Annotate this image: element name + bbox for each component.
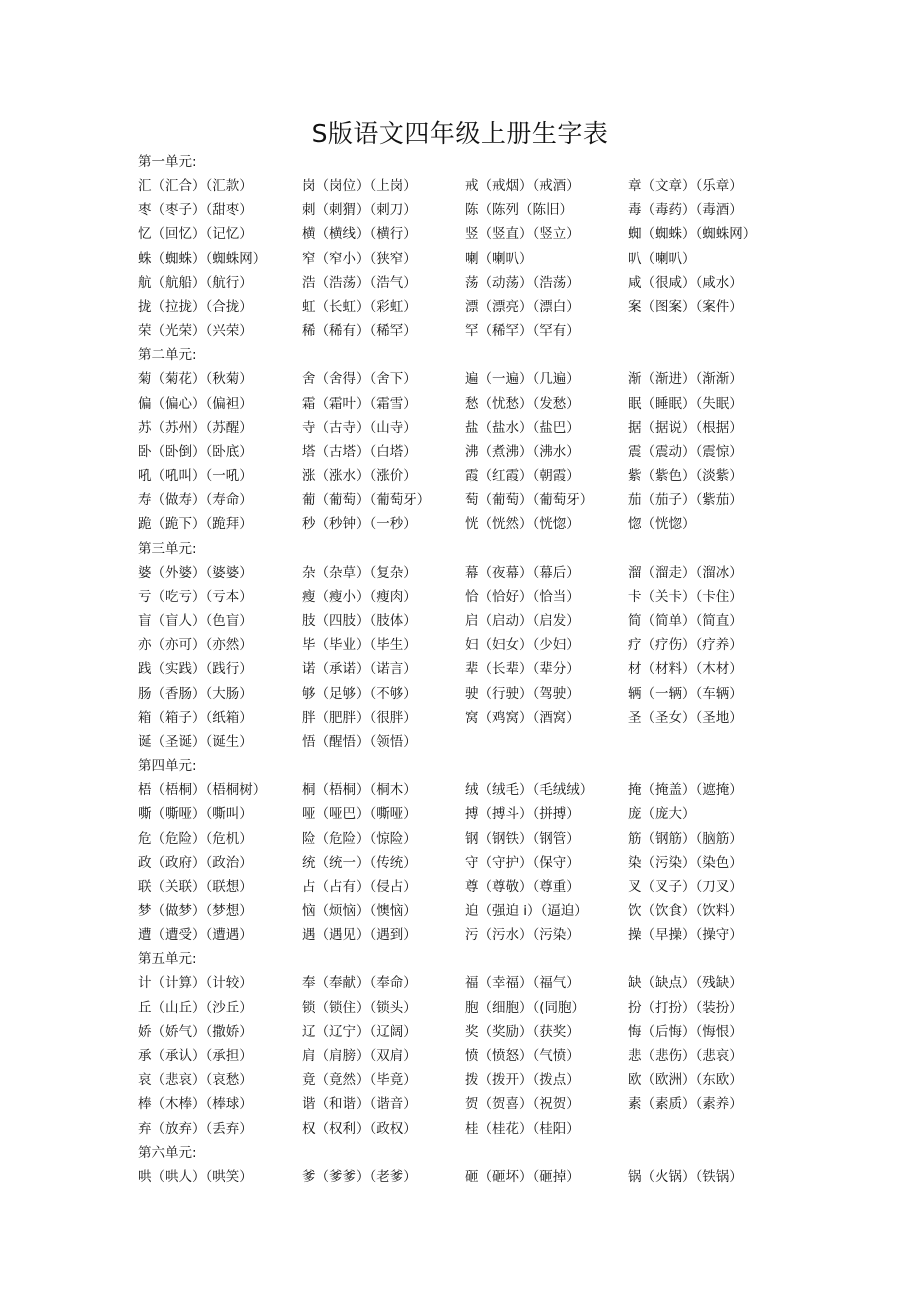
unit-heading: 第五单元: bbox=[138, 951, 197, 968]
character-entry: 忆（回忆）（记忆） bbox=[138, 226, 253, 243]
character-entry: 扮（打扮）（装扮） bbox=[628, 999, 743, 1016]
character-entry: 拢（拉拢）（合拢） bbox=[138, 298, 253, 315]
character-entry: 辆（一辆）（车辆） bbox=[628, 685, 743, 702]
character-entry: 戒（戒烟）（戒酒） bbox=[465, 178, 580, 194]
character-row bbox=[138, 464, 778, 488]
character-entry: 诺（承诺）（诺言） bbox=[302, 661, 417, 678]
character-entry: 疗（疗伤）（疗养） bbox=[628, 637, 743, 654]
character-entry: 肢（四肢）（肢体） bbox=[302, 613, 417, 629]
character-entry: 胖（肥胖）（很胖） bbox=[302, 709, 417, 726]
character-entry: 贺（贺喜）（祝贺） bbox=[465, 1096, 580, 1113]
character-entry: 霜（霜叶）（霜雪） bbox=[302, 395, 417, 412]
character-entry: 嘶（嘶哑）（嘶叫） bbox=[138, 806, 253, 823]
character-entry: 沸（煮沸）（沸水） bbox=[465, 443, 580, 460]
character-row bbox=[138, 851, 778, 875]
character-entry: 卧（卧倒）（卧底） bbox=[138, 443, 253, 460]
unit-heading: 第六单元: bbox=[138, 1144, 197, 1161]
character-entry: 棒（木棒）（棒球） bbox=[138, 1096, 253, 1113]
character-entry: 简（简单）（简直） bbox=[628, 613, 743, 629]
character-entry: 汇（汇合）（汇款） bbox=[138, 178, 253, 194]
character-row bbox=[138, 1165, 778, 1189]
character-row bbox=[138, 1068, 778, 1092]
character-entry: 遭（遭受）（遭遇） bbox=[138, 927, 253, 944]
character-entry: 掩（掩盖）（遮掩） bbox=[628, 782, 743, 799]
character-entry: 岗（岗位）（上岗） bbox=[302, 178, 417, 194]
character-entry: 丘（山丘）（沙丘） bbox=[138, 999, 253, 1016]
character-entry: 箱（箱子）（纸箱） bbox=[138, 709, 253, 726]
character-entry: 诞（圣诞）（诞生） bbox=[138, 733, 253, 750]
character-entry: 亏（吃亏）（亏本） bbox=[138, 588, 253, 605]
character-entry: 欧（欧洲）（东欧） bbox=[628, 1072, 743, 1089]
character-entry: 哄（哄人）（哄笑） bbox=[138, 1168, 253, 1185]
character-entry: 咸（很咸）（咸水） bbox=[628, 274, 743, 291]
character-entry: 卡（关卡）（卡住） bbox=[628, 588, 743, 605]
character-entry: 盲（盲人）（色盲） bbox=[138, 613, 253, 629]
character-entry: 梧（梧桐）（梧桐树） bbox=[138, 782, 267, 799]
character-entry: 承（承认）（承担） bbox=[138, 1048, 253, 1064]
character-entry: 吼（吼叫）（一吼） bbox=[138, 468, 253, 485]
character-row bbox=[138, 730, 778, 754]
character-entry: 喇（喇叭） bbox=[465, 250, 533, 267]
character-entry: 污（污水）（污染） bbox=[465, 927, 580, 944]
character-entry: 奖（奖励）（获奖） bbox=[465, 1023, 580, 1040]
character-entry: 稀（稀有）（稀罕） bbox=[302, 323, 417, 340]
character-row bbox=[138, 657, 778, 681]
character-entry: 锁（锁住）（锁头） bbox=[302, 999, 417, 1016]
character-entry: 毕（毕业）（毕生） bbox=[302, 637, 417, 654]
character-entry: 福（幸福）（福气） bbox=[465, 975, 580, 992]
character-entry: 竟（竟然）（毕竟） bbox=[302, 1072, 417, 1089]
character-entry: 锅（火锅）（铁锅） bbox=[628, 1168, 743, 1185]
character-entry: 刺（刺猬）（刺刀） bbox=[302, 202, 417, 219]
character-entry: 窄（窄小）（狭窄） bbox=[302, 250, 417, 267]
character-row bbox=[138, 609, 778, 633]
character-entry: 罕（稀罕）（罕有） bbox=[465, 323, 580, 340]
character-entry: 葡（葡萄）（葡萄牙） bbox=[302, 492, 431, 509]
character-entry: 苏（苏州）（苏醒） bbox=[138, 419, 253, 436]
character-entry: 塔（古塔）（白塔） bbox=[302, 443, 417, 460]
character-row bbox=[138, 682, 778, 706]
unit-section bbox=[138, 537, 778, 755]
character-entry: 染（污染）（染色） bbox=[628, 854, 743, 871]
character-entry: 迫（强迫 i）（逼迫） bbox=[465, 903, 588, 920]
character-entry: 辽（辽宁）（辽阔） bbox=[302, 1023, 417, 1040]
character-row bbox=[138, 1117, 778, 1141]
character-entry: 霞（红霞）（朝霞） bbox=[465, 468, 580, 485]
character-entry: 肠（香肠）（大肠） bbox=[138, 685, 253, 702]
character-row bbox=[138, 971, 778, 995]
character-entry: 胞（细胞）（(同胞） bbox=[465, 999, 586, 1016]
character-entry: 危（危险）（危机） bbox=[138, 830, 253, 847]
character-entry: 材（材料）（木材） bbox=[628, 661, 743, 678]
character-entry: 菊（菊花）（秋菊） bbox=[138, 371, 253, 388]
character-entry: 钢（钢铁）（钢管） bbox=[465, 830, 580, 847]
character-row bbox=[138, 512, 778, 536]
character-entry: 哑（哑巴）（嘶哑） bbox=[302, 806, 417, 823]
character-entry: 遇（遇见）（遇到） bbox=[302, 927, 417, 944]
unit-heading: 第一单元: bbox=[138, 154, 197, 170]
character-entry: 惚（恍惚） bbox=[628, 516, 696, 533]
character-row bbox=[138, 1044, 778, 1068]
character-entry: 渐（渐进）（渐渐） bbox=[628, 371, 743, 388]
character-entry: 哀（悲哀）（哀愁） bbox=[138, 1072, 253, 1089]
character-entry: 荡（动荡）（浩荡） bbox=[465, 274, 580, 291]
character-entry: 紫（紫色）（淡紫） bbox=[628, 468, 743, 485]
character-row bbox=[138, 996, 778, 1020]
unit-section bbox=[138, 343, 778, 536]
character-row bbox=[138, 827, 778, 851]
character-entry: 秒（秒钟）（一秒） bbox=[302, 516, 417, 533]
character-entry: 虹（长虹）（彩虹） bbox=[302, 298, 417, 315]
character-entry: 窝（鸡窝）（酒窝） bbox=[465, 709, 580, 726]
character-entry: 悟（醒悟）（领悟） bbox=[302, 733, 417, 750]
character-row bbox=[138, 561, 778, 585]
character-entry: 搏（搏斗）（拼搏） bbox=[465, 806, 580, 823]
character-entry: 盐（盐水）（盐巴） bbox=[465, 419, 580, 436]
unit-section bbox=[138, 1141, 778, 1189]
character-entry: 妇（妇女）（少妇） bbox=[465, 637, 580, 654]
character-entry: 启（启动）（启发） bbox=[465, 613, 580, 629]
character-entry: 奉（奉献）（奉命） bbox=[302, 975, 417, 992]
character-row bbox=[138, 633, 778, 657]
character-entry: 桐（梧桐）（桐木） bbox=[302, 782, 417, 799]
unit-section bbox=[138, 947, 778, 1140]
character-row bbox=[138, 778, 778, 802]
character-entry: 婆（外婆）（婆婆） bbox=[138, 564, 253, 581]
character-row bbox=[138, 1092, 778, 1116]
character-row bbox=[138, 440, 778, 464]
character-entry: 肩（肩膀）（双肩） bbox=[302, 1048, 417, 1064]
character-entry: 叭（喇叭） bbox=[628, 250, 696, 267]
character-entry: 寺（古寺）（山寺） bbox=[302, 419, 417, 436]
character-entry: 遍（一遍）（几遍） bbox=[465, 371, 580, 388]
character-entry: 寿（做寿）（寿命） bbox=[138, 492, 253, 509]
character-entry: 占（占有）（侵占） bbox=[302, 878, 417, 895]
character-entry: 荣（光荣）（兴荣） bbox=[138, 323, 253, 340]
character-entry: 圣（圣女）（圣地） bbox=[628, 709, 743, 726]
character-entry: 陈（陈列（陈旧） bbox=[465, 202, 573, 219]
character-entry: 案（图案）（案件） bbox=[628, 298, 743, 315]
character-row bbox=[138, 1020, 778, 1044]
character-entry: 瘦（瘦小）（瘦肉） bbox=[302, 588, 417, 605]
character-entry: 桂（桂花）（桂阳） bbox=[465, 1120, 580, 1137]
character-entry: 横（横线）（横行） bbox=[302, 226, 417, 243]
character-row bbox=[138, 585, 778, 609]
character-entry: 据（据说）（根据） bbox=[628, 419, 743, 436]
character-entry: 蛛（蜘蛛）（蜘蛛网） bbox=[138, 250, 267, 267]
character-row bbox=[138, 875, 778, 899]
character-row bbox=[138, 174, 778, 198]
character-row bbox=[138, 198, 778, 222]
character-entry: 谐（和谐）（谐音） bbox=[302, 1096, 417, 1113]
character-row bbox=[138, 295, 778, 319]
character-row bbox=[138, 488, 778, 512]
character-entry: 眠（睡眠）（失眠） bbox=[628, 395, 743, 412]
character-table bbox=[138, 150, 778, 1189]
character-entry: 梦（做梦）（梦想） bbox=[138, 903, 253, 920]
character-entry: 爹（爹爹）（老爹） bbox=[302, 1168, 417, 1185]
character-entry: 尊（尊敬）（尊重） bbox=[465, 878, 580, 895]
character-row bbox=[138, 247, 778, 271]
character-entry: 践（实践）（践行） bbox=[138, 661, 253, 678]
character-entry: 守（守护）（保守） bbox=[465, 854, 580, 871]
character-entry: 杂（杂草）（复杂） bbox=[302, 564, 417, 581]
unit-section bbox=[138, 150, 778, 343]
character-entry: 偏（偏心）（偏袒） bbox=[138, 395, 253, 412]
character-row bbox=[138, 222, 778, 246]
unit-heading: 第三单元: bbox=[138, 540, 197, 557]
character-entry: 联（关联）（联想） bbox=[138, 878, 253, 895]
character-entry: 竖（竖直）（竖立） bbox=[465, 226, 580, 243]
character-row bbox=[138, 416, 778, 440]
character-entry: 浩（浩荡）（浩气） bbox=[302, 274, 417, 291]
character-entry: 辈（长辈）（辈分） bbox=[465, 661, 580, 678]
character-entry: 计（计算）（计较） bbox=[138, 975, 253, 992]
character-entry: 驶（行驶）（驾驶） bbox=[465, 685, 580, 702]
character-entry: 恰（恰好）（恰当） bbox=[465, 588, 580, 605]
character-row bbox=[138, 367, 778, 391]
page-title: S版语文四年级上册生字表 bbox=[311, 119, 609, 148]
character-entry: 政（政府）（政治） bbox=[138, 854, 253, 871]
character-entry: 统（统一）（传统） bbox=[302, 854, 417, 871]
character-entry: 娇（娇气）（撒娇） bbox=[138, 1023, 253, 1040]
character-row bbox=[138, 319, 778, 343]
character-entry: 茄（茄子）（紫茄） bbox=[628, 492, 743, 509]
character-entry: 幕（夜幕）（幕后） bbox=[465, 564, 580, 581]
character-entry: 权（权利）（政权） bbox=[302, 1120, 417, 1137]
character-entry: 漂（漂亮）（漂白） bbox=[465, 298, 580, 315]
character-entry: 舍（舍得）（舍下） bbox=[302, 371, 417, 388]
character-entry: 操（早操）（操守） bbox=[628, 927, 743, 944]
character-entry: 缺（缺点）（残缺） bbox=[628, 975, 743, 992]
unit-heading: 第二单元: bbox=[138, 347, 197, 364]
character-entry: 亦（亦可）（亦然） bbox=[138, 637, 253, 654]
character-entry: 愁（忧愁）（发愁） bbox=[465, 395, 580, 412]
character-row bbox=[138, 899, 778, 923]
character-entry: 叉（叉子）（刀叉） bbox=[628, 878, 743, 895]
character-entry: 枣（枣子）（甜枣） bbox=[138, 202, 253, 219]
character-entry: 悲（悲伤）（悲哀） bbox=[628, 1048, 743, 1064]
character-entry: 恼（烦恼）（懊恼） bbox=[302, 903, 417, 920]
character-entry: 愤（愤怒）（气愤） bbox=[465, 1048, 580, 1064]
character-entry: 萄（葡萄）（葡萄牙） bbox=[465, 492, 594, 509]
character-entry: 砸（砸坏）（砸掉） bbox=[465, 1168, 580, 1185]
unit-section bbox=[138, 754, 778, 947]
character-entry: 弃（放弃）（丢弃） bbox=[138, 1120, 253, 1137]
character-row bbox=[138, 923, 778, 947]
character-entry: 毒（毒药）（毒酒） bbox=[628, 202, 743, 219]
unit-heading: 第四单元: bbox=[138, 758, 197, 775]
character-entry: 筋（钢筋）（脑筋） bbox=[628, 830, 743, 847]
character-entry: 溜（溜走）（溜冰） bbox=[628, 564, 743, 581]
character-entry: 险（危险）（惊险） bbox=[302, 830, 417, 847]
character-entry: 拨（拨开）（拨点） bbox=[465, 1072, 580, 1089]
character-entry: 够（足够）（不够） bbox=[302, 685, 417, 702]
character-entry: 饮（饮食）（饮料） bbox=[628, 903, 743, 920]
character-row bbox=[138, 802, 778, 826]
character-entry: 恍（恍然）（恍惚） bbox=[465, 516, 580, 533]
character-entry: 航（航船）（航行） bbox=[138, 274, 253, 291]
character-entry: 涨（涨水）（涨价） bbox=[302, 468, 417, 485]
character-entry: 蜘（蜘蛛）（蜘蛛网） bbox=[628, 226, 757, 243]
character-entry: 跪（跪下）（跪拜） bbox=[138, 516, 253, 533]
character-entry: 章（文章）（乐章） bbox=[628, 178, 743, 194]
character-row bbox=[138, 706, 778, 730]
character-entry: 庞（庞大） bbox=[628, 806, 696, 823]
character-entry: 素（素质）（素养） bbox=[628, 1096, 743, 1113]
character-entry: 震（震动）（震惊） bbox=[628, 443, 743, 460]
character-row bbox=[138, 271, 778, 295]
character-row bbox=[138, 392, 778, 416]
character-entry: 悔（后悔）（悔恨） bbox=[628, 1023, 743, 1040]
character-entry: 绒（绒毛）（毛绒绒） bbox=[465, 782, 594, 799]
